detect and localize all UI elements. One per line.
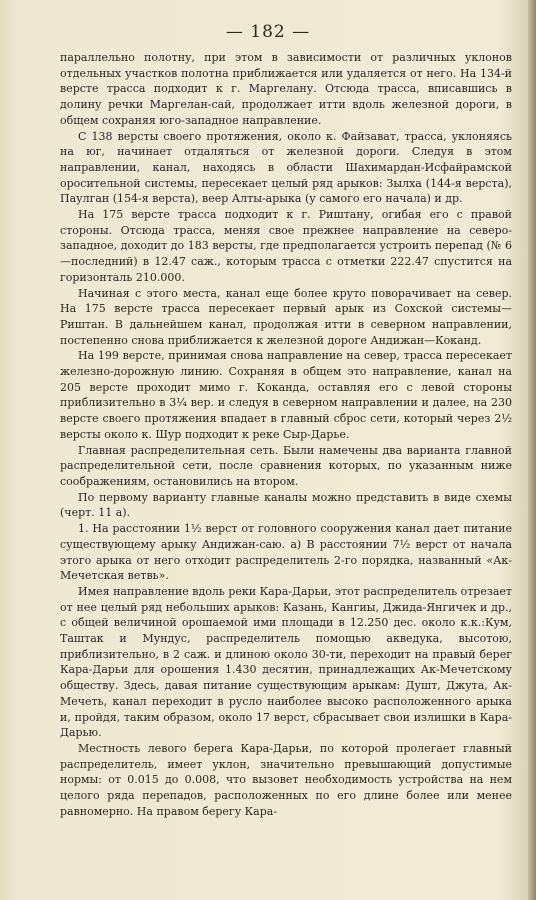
paragraph: Местность левого берега Кара-Дарьи, по которой пролегает главный распределитель, имеет уклон, значительно превышающий допустимые нормы: от 0.015 до 0.008, что вызовет необходимость устройства на нем целого ряда перепадов, расположенных по его длине более или менее равномерно. На правом берегу Кара-	[60, 741, 512, 818]
page-number: — 182 —	[225, 22, 311, 42]
paragraph: С 138 версты своего протяжения, около к. Файзават, трасса, уклоняясь на юг, начинает отдаляться от железной дороги. Следуя в этом направлении, канал, находясь в области Шахимардан-Исфайрамской оросительной системы, пересекает целый ряд арыков: Зылха (144-я верста), Паулган (154-я верста), веер Алты-арыка (у самого его начала) и др.	[60, 129, 512, 206]
paragraph: Имея направление вдоль реки Кара-Дарьи, этот распределитель отрезает от нее целый ряд небольших арыков: Казань, Кангиы, Джида-Янгичек и др., с общей величиной орошаемой ими площади в 12.250 дес. около к.к.:Кум, Таштак и Мундус, распределитель помощью акведука, высотою, приблизительно, в 2 саж. и длиною около 30-ти, переходит на правый берег Кара-Дарьи для орошения 1.430 десятин, принадлежащих Ак-Мечетскому обществу. Здесь, давая питание существующим арыкам: Душт, Джута, Ак-Мечеть, канал переходит в русло наиболее высоко расположенного арыка и, пройдя, таким образом, около 17 верст, сбрасывает свои излишки в Кара-Дарью.	[60, 584, 513, 740]
paragraph: По первому варианту главные каналы можно представить в виде схемы (черт. 11 а).	[60, 490, 512, 520]
paragraph: Главная распределительная сеть. Были намечены два варианта главной распределительной сети, после сравнения которых, по указанным ниже соображениям, остановились на втором.	[60, 443, 512, 488]
paragraph: 1. На расстоянии 1½ верст от головного сооружения канал дает питание существующему арыку Андижан-саю. а) В расстоянии 7½ верст от начала этого арыка от него отходит распределитель 2-го порядка, названный «Ак-Мечетская ветвь».	[60, 522, 512, 583]
text-body	[60, 50, 512, 819]
page-edge-shadow	[528, 0, 536, 900]
paragraph: На 199 версте, принимая снова направление на север, трасса пересекает железно-дорожную линию. Сохраняя в общем это направление, канал на 205 версте проходит мимо г. Коканда, оставляя его с левой стороны приблизительно в 3¼ вер. и следуя в северном направлении и далее, на 230 версте своего протяжения впадает в главный сброс сети, который через 2½ версты около к. Шур подходит к реке Сыр-Дарье.	[60, 349, 512, 441]
paragraph: На 175 версте трасса подходит к г. Риштану, огибая его с правой стороны. Отсюда трасса, меняя свое прежнее направление на северо-западное, доходит до 183 версты, где предполагается устроить перепад (№ 6—последний) в 12.47 саж., которым трасса с отметки 222.47 спустится на горизонталь 210.000.	[60, 208, 512, 284]
paragraph: параллельно полотну, при этом в зависимости от различных уклонов отдельных участков полотна приближается или удаляется от него. На 134-й версте трасса подходит к г. Маргелану. Отсюда трасса, вписавшись в долину речки Маргелан-сай, продолжает итти вдоль железной дороги, в общем сохраняя юго-западное направление.	[60, 51, 512, 127]
paragraph: Начиная с этого места, канал еще более круто поворачивает на север. На 175 версте трасса пересекает первый арык из Сохской системы—Риштан. В дальнейшем канал, продолжая итти в северном направлении, постепенно снова приближается к железной дороге Андижан—Коканд.	[60, 286, 512, 347]
